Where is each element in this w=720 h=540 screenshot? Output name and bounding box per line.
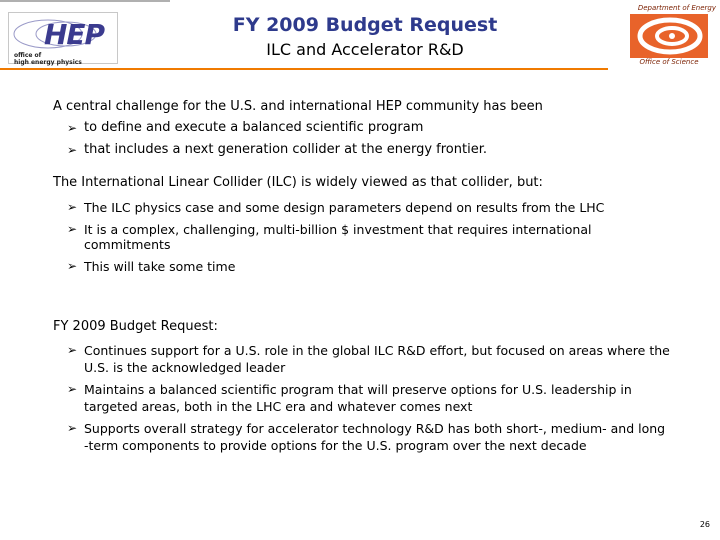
page-number: 26 xyxy=(699,520,710,529)
bullet-item xyxy=(53,381,673,415)
doe-seal-icon xyxy=(630,14,708,58)
arrow-bullet-icon: ➢ xyxy=(67,343,78,357)
bullet-list xyxy=(53,117,673,161)
arrow-bullet-icon: ➢ xyxy=(67,421,78,435)
bullet-text: It is a complex, challenging, multi-billion $ investment that requires international commitments xyxy=(84,222,592,252)
bullet-text: The ILC physics case and some design parameters depend on results from the LHC xyxy=(84,200,605,215)
slide-subtitle: ILC and Accelerator R&D xyxy=(266,40,464,59)
bullet-item xyxy=(53,420,673,454)
doe-logo xyxy=(622,4,716,68)
section-budget-request xyxy=(53,317,673,454)
arrow-bullet-icon: ➢ xyxy=(67,222,78,236)
doe-logo-top-text: Department of Energy xyxy=(637,4,716,12)
section-lead-text: The International Linear Collider (ILC) is widely viewed as that collider, but: xyxy=(53,175,543,190)
section-lead-text: A central challenge for the U.S. and international HEP community has been xyxy=(53,99,543,114)
arrow-bullet-icon: ➢ xyxy=(67,382,78,396)
arrow-bullet-icon: ➢ xyxy=(67,259,78,273)
section-lead-text: FY 2009 Budget Request: xyxy=(53,319,218,334)
section-ilc xyxy=(53,173,673,274)
bullet-list xyxy=(53,342,673,454)
hep-caption-line2: high energy physics xyxy=(14,59,82,66)
bullet-text: This will take some time xyxy=(84,259,236,274)
bullet-item xyxy=(53,222,673,252)
hep-logo-letters: HEP xyxy=(44,18,105,51)
hep-caption-line1: office of xyxy=(14,52,42,59)
slide-body xyxy=(53,97,673,454)
bullet-text: Supports overall strategy for accelerator technology R&D has both short-, medium- and long -term components to provide options for the U.S. program over the next decade xyxy=(84,421,666,453)
bullet-item xyxy=(53,200,673,215)
arrow-bullet-icon: ➢ xyxy=(67,121,78,135)
top-accent-line xyxy=(0,0,170,2)
hep-logo xyxy=(8,12,118,68)
bullet-item xyxy=(53,259,673,274)
hep-logo-caption xyxy=(14,52,82,66)
arrow-bullet-icon: ➢ xyxy=(67,200,78,214)
bullet-item xyxy=(53,342,673,376)
slide-title: FY 2009 Budget Request xyxy=(232,14,498,36)
bullet-text: Continues support for a U.S. role in the global ILC R&D effort, but focused on areas where the U.S. is the acknowledged leader xyxy=(84,343,670,375)
bullet-text: Maintains a balanced scientific program that will preserve options for U.S. leadership in targeted areas, both in the LHC era and whatever comes next xyxy=(84,382,632,414)
bullet-text: to define and execute a balanced scientific program xyxy=(84,120,424,135)
bullet-text: that includes a next generation collider at the energy frontier. xyxy=(84,142,487,157)
doe-logo-bottom-text: Office of Science xyxy=(639,58,699,66)
bullet-item xyxy=(53,117,673,139)
section-challenge xyxy=(53,97,673,161)
bullet-list xyxy=(53,200,673,274)
header-rule xyxy=(0,68,608,70)
arrow-bullet-icon: ➢ xyxy=(67,143,78,157)
bullet-item xyxy=(53,139,673,161)
